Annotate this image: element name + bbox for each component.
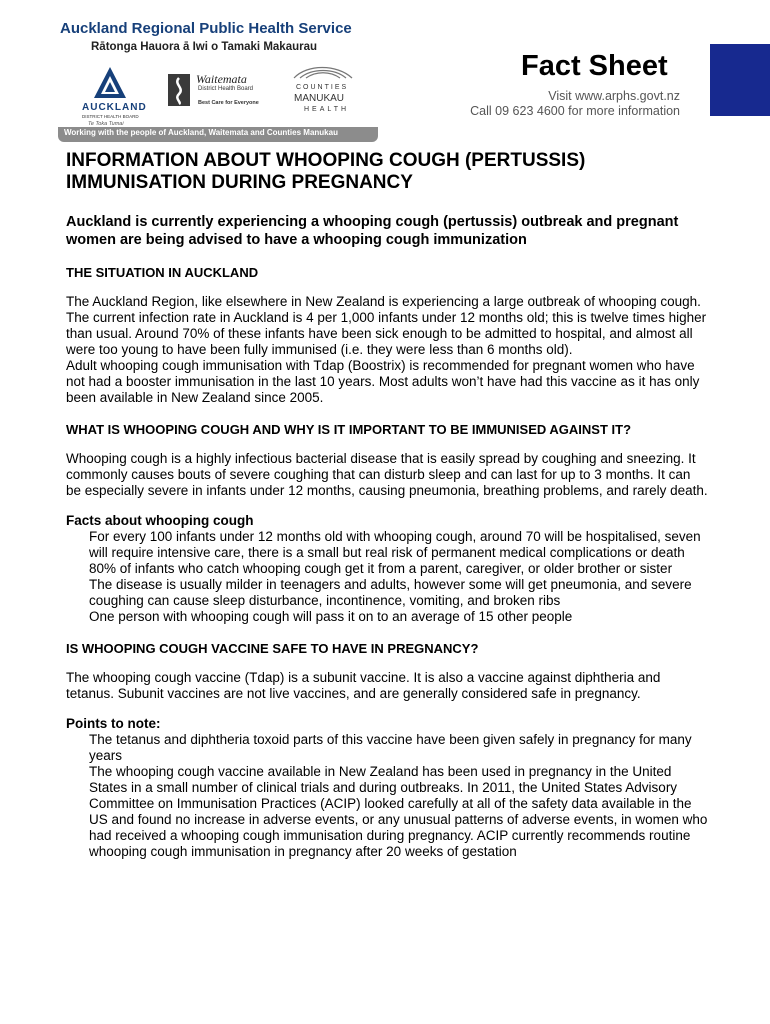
- facts-list: [66, 529, 708, 625]
- fact-sheet-title: Fact Sheet: [521, 50, 668, 82]
- auckland-logo-sub: DISTRICT HEALTH BOARD: [82, 114, 139, 119]
- cm-logo-line1: COUNTIES: [296, 84, 349, 91]
- cm-logo-line3: HEALTH: [304, 106, 350, 113]
- list-item: The disease is usually milder in teenagers and adults, however some will get pneumonia, and severe coughing can cause sleep disturbance, incontinence, vomiting, and broken ribs: [89, 577, 692, 608]
- situation-paragraph-1: The Auckland Region, like elsewhere in New Zealand is experiencing a large outbreak of whooping cough. The current infection rate in Auckland is 4 per 1,000 infants under 12 months old; this is twelve times higher than usual. Around 70% of these infants have been sick enough to be admitted to hospital, and almost all were too young to have been fully immunised (i.e. they were less than 6 months old).: [66, 294, 707, 357]
- points-list: [66, 732, 708, 860]
- auckland-logo-text: AUCKLAND: [82, 102, 147, 113]
- waitemata-logo-sub: District Health Board: [198, 86, 254, 92]
- waitemata-logo-tag: Best Care for Everyone: [198, 100, 259, 106]
- phone-info: Call 09 623 4600 for more information: [470, 104, 680, 118]
- auckland-dhb-logo-icon: [92, 66, 128, 100]
- document-title: [66, 150, 708, 194]
- waitemata-dhb-logo-icon: [168, 74, 190, 106]
- list-item: 80% of infants who catch whooping cough get it from a parent, caregiver, or older brother or sister: [89, 561, 673, 576]
- waitemata-logo-text: Waitemata: [196, 72, 247, 86]
- vaccine-safety-heading: IS WHOOPING COUGH VACCINE SAFE TO HAVE IN PREGNANCY?: [66, 641, 479, 656]
- situation-paragraph-2: Adult whooping cough immunisation with Tdap (Boostrix) is recommended for pregnant women who have not had a booster immunisation in the last 10 years. Most adults won’t have had this vaccine as it has only been available in New Zealand since 2005.: [66, 358, 700, 405]
- banner-footer-text: Working with the people of Auckland, Waitemata and Counties Manukau: [64, 128, 338, 137]
- document-title-line1: INFORMATION ABOUT WHOOPING COUGH (PERTUSSIS): [66, 150, 586, 171]
- list-item: For every 100 infants under 12 months old with whooping cough, around 70 will be hospitalised, seven will require intensive care, there is a small but real risk of permanent medical complications or death: [89, 529, 701, 560]
- what-is-heading: WHAT IS WHOOPING COUGH AND WHY IS IT IMPORTANT TO BE IMMUNISED AGAINST IT?: [66, 422, 632, 437]
- cm-logo-line2: MANUKAU: [294, 93, 345, 104]
- facts-heading: Facts about whooping cough: [66, 513, 254, 528]
- partner-logos: [58, 58, 378, 130]
- document-title-line2: IMMUNISATION DURING PREGNANCY: [66, 172, 413, 193]
- org-name: Auckland Regional Public Health Service: [60, 20, 352, 37]
- situation-heading: THE SITUATION IN AUCKLAND: [66, 265, 259, 280]
- vaccine-safety-paragraph: The whooping cough vaccine (Tdap) is a subunit vaccine. It is also a vaccine against diphtheria and tetanus. Subunit vaccines are not live vaccines, and are generally considered safe in pregnancy.: [66, 670, 661, 701]
- banner-footer: [58, 127, 378, 142]
- auckland-logo-motto: Te Toka Tumai: [88, 121, 124, 127]
- accent-bar: [710, 44, 770, 116]
- header-banner: [58, 14, 378, 142]
- lede-paragraph: Auckland is currently experiencing a whooping cough (pertussis) outbreak and pregnant women are being advised to have a whooping cough immunization: [66, 214, 679, 248]
- website-link[interactable]: Visit www.arphs.govt.nz: [548, 89, 680, 103]
- list-item: The whooping cough vaccine available in New Zealand has been used in pregnancy in the United States in a small number of clinical trials and during outbreaks. In 2011, the United States Advisory Committee on Immunisation Practices (ACIP) looked carefully at all of the safety data available in the US and found no increase in adverse events, or any unusual patterns of adverse events, in women who had received a whooping cough immunisation during pregnancy. ACIP currently recommends routine whooping cough immunisation in pregnancy after 20 weeks of gestation: [89, 764, 708, 859]
- org-maori-name: Rātonga Hauora ā Iwi o Tamaki Makaurau: [91, 41, 318, 53]
- counties-manukau-logo-icon: [292, 62, 354, 82]
- list-item: The tetanus and diphtheria toxoid parts of this vaccine have been given safely in pregnancy for many years: [89, 732, 692, 763]
- what-is-paragraph: Whooping cough is a highly infectious bacterial disease that is easily spread by coughing and sneezing. It commonly causes bouts of severe coughing that can disturb sleep and can last for up to 3 months. It can be especially severe in infants under 12 months, causing pneumonia, breathing problems, and rarely death.: [66, 451, 708, 498]
- document-body: [66, 150, 708, 860]
- points-heading: Points to note:: [66, 716, 161, 731]
- list-item: One person with whooping cough will pass it on to an average of 15 other people: [89, 609, 573, 624]
